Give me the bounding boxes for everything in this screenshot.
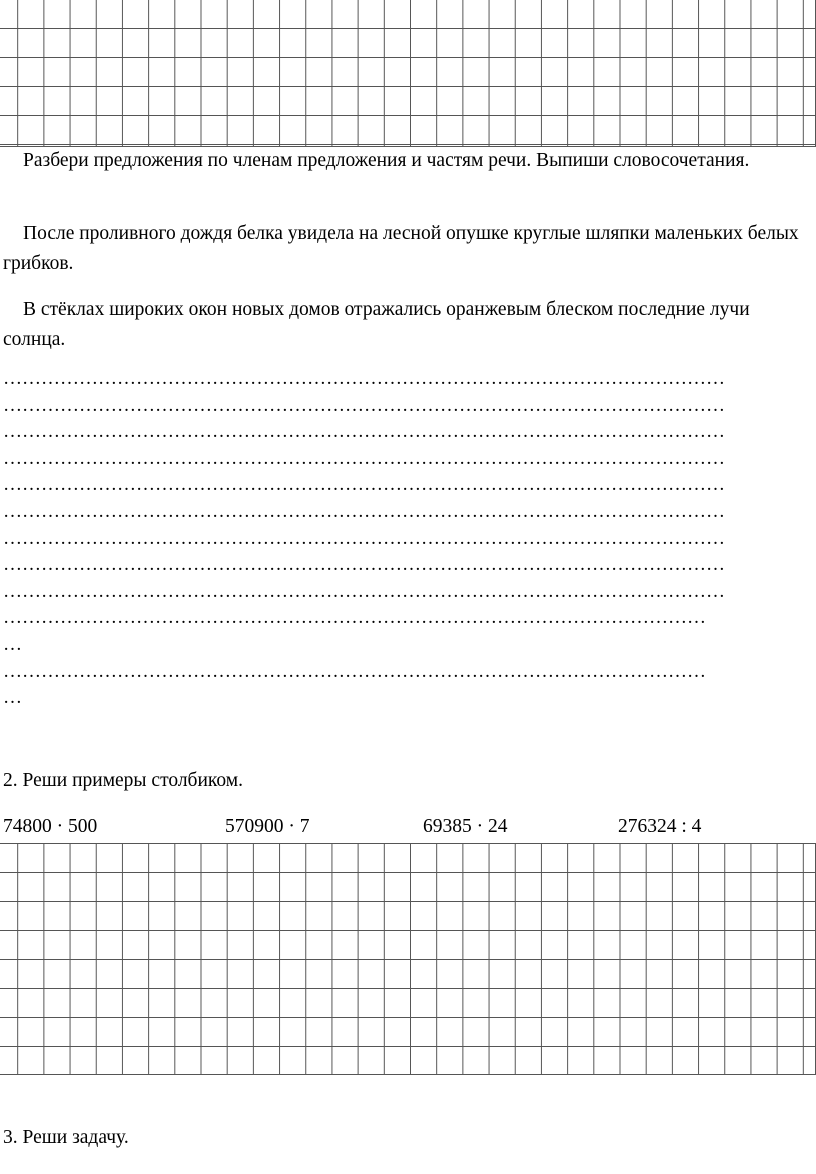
example-4: 276324 : 4 xyxy=(618,816,702,837)
grid-area-top xyxy=(0,0,816,147)
answer-line: …………………………………………………………………………………………………… xyxy=(3,554,725,576)
task1-sentence-2: В стёклах широких окон новых домов отражались оранжевым блеском последние лучи солнца. xyxy=(3,299,750,350)
task3-title: 3. Реши задачу. xyxy=(3,1127,129,1148)
example-2: 570900 · 7 xyxy=(225,816,310,837)
answer-line: ………………………………………………………………………………………………… xyxy=(3,660,706,682)
answer-line: …………………………………………………………………………………………………… xyxy=(3,474,725,496)
answer-line-tail: … xyxy=(3,687,22,709)
answer-line: …………………………………………………………………………………………………… xyxy=(3,527,725,549)
answer-line-tail: … xyxy=(3,633,22,655)
answer-lines xyxy=(3,366,813,712)
answer-line: …………………………………………………………………………………………………… xyxy=(3,421,725,443)
example-1: 74800 · 500 xyxy=(3,816,98,837)
task1-instruction: Разбери предложения по членам предложения и частям речи. Выпиши словосочетания. xyxy=(23,150,750,171)
answer-line: ………………………………………………………………………………………………… xyxy=(3,607,706,629)
answer-line: …………………………………………………………………………………………………… xyxy=(3,368,725,389)
answer-line: …………………………………………………………………………………………………… xyxy=(3,394,725,416)
answer-line: …………………………………………………………………………………………………… xyxy=(3,580,725,602)
example-3: 69385 · 24 xyxy=(423,816,508,837)
grid-area-bottom xyxy=(0,843,816,1075)
answer-line: …………………………………………………………………………………………………… xyxy=(3,447,725,469)
task2-title: 2. Реши примеры столбиком. xyxy=(3,770,243,791)
answer-line: …………………………………………………………………………………………………… xyxy=(3,500,725,522)
task1-sentence-1: После проливного дождя белка увидела на лесной опушке круглые шляпки маленьких белых грибков. xyxy=(3,223,799,274)
